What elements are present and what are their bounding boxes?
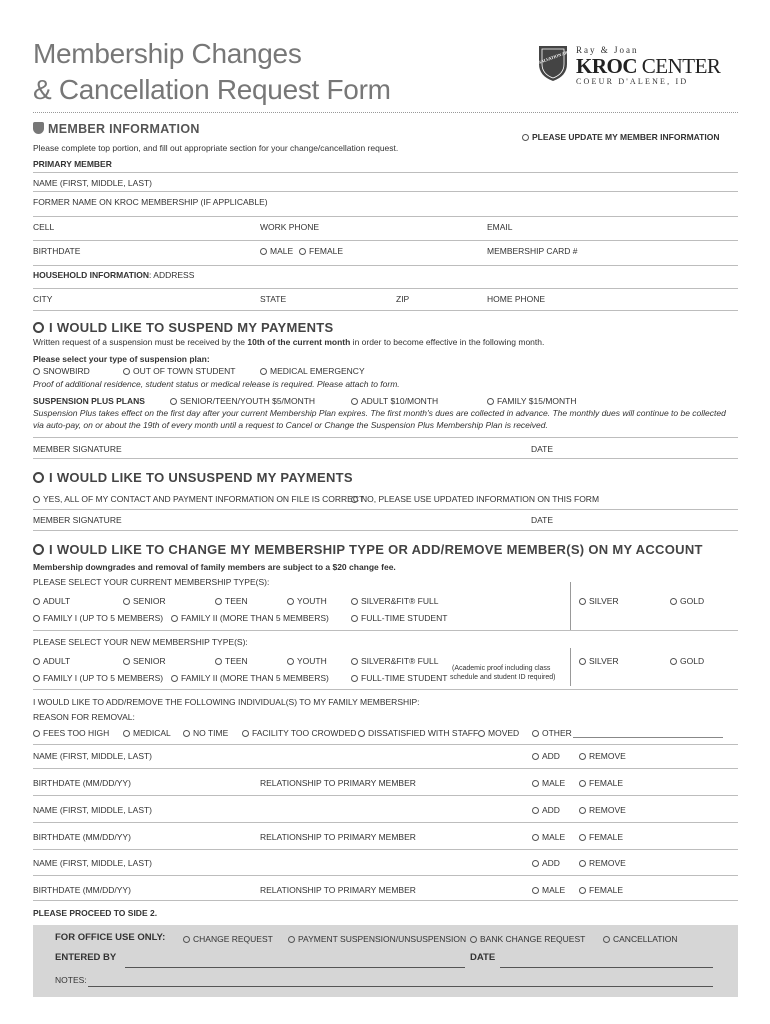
radio-circle-icon[interactable] (170, 398, 177, 405)
person1-name-label[interactable]: NAME (FIRST, MIDDLE, LAST) (33, 751, 153, 761)
reason-no-time-label: NO TIME (193, 728, 229, 738)
rule (33, 630, 738, 631)
reason-moved-option[interactable] (478, 728, 519, 738)
radio-circle-icon[interactable] (351, 398, 358, 405)
radio-circle-icon[interactable] (532, 730, 539, 737)
radio-circle-icon[interactable] (33, 615, 40, 622)
reason-other-label: OTHER (542, 728, 572, 738)
academic-note-2: schedule and student ID required) (450, 674, 556, 681)
person2-name-label[interactable]: NAME (FIRST, MIDDLE, LAST) (33, 805, 153, 815)
unsuspend-no-label: NO, PLEASE USE UPDATED INFORMATION ON THIS FORM (361, 494, 600, 504)
office-bank-option[interactable] (470, 934, 585, 944)
rule (33, 822, 738, 823)
current-family1-option[interactable] (33, 613, 163, 623)
new-family2-label: FAMILY II (MORE THAN 5 MEMBERS) (181, 673, 329, 683)
new-adult-label: ADULT (43, 656, 71, 666)
radio-circle-icon[interactable] (260, 248, 267, 255)
current-adult-label: ADULT (43, 596, 71, 606)
change-heading-text: I WOULD LIKE TO CHANGE MY MEMBERSHIP TYPE OR ADD/REMOVE MEMBER(S) ON MY ACCOUNT (49, 542, 703, 557)
person3-remove-label: REMOVE (589, 858, 626, 868)
current-senior-option[interactable] (123, 596, 166, 606)
rule (33, 689, 738, 690)
new-gold-label: GOLD (680, 656, 705, 666)
person1-male-option[interactable] (532, 778, 565, 788)
radio-circle-icon[interactable] (579, 753, 586, 760)
current-teen-option[interactable] (215, 596, 248, 606)
rule (33, 509, 738, 510)
current-silverfit-option[interactable] (351, 596, 438, 606)
radio-circle-icon[interactable] (579, 887, 586, 894)
radio-circle-icon[interactable] (171, 675, 178, 682)
radio-circle-icon[interactable] (532, 780, 539, 787)
radio-circle-icon[interactable] (351, 615, 358, 622)
new-gold-option[interactable] (670, 656, 704, 666)
new-senior-label: SENIOR (133, 656, 166, 666)
new-silver-label: SILVER (589, 656, 619, 666)
radio-circle-icon[interactable] (522, 134, 529, 141)
radio-circle-icon[interactable] (532, 887, 539, 894)
new-type-label: PLEASE SELECT YOUR NEW MEMBERSHIP TYPE(S): (33, 637, 248, 647)
rule (570, 648, 571, 686)
suspension-plus-note-2: via auto-pay, on or about the 19th of every month until a request to Cancel or Change the Suspension Plus Membership Plan is received. (33, 420, 548, 430)
snowbird-option[interactable] (33, 366, 90, 376)
person1-female-option[interactable] (579, 778, 623, 788)
member-instructions: Please complete top portion, and fill out appropriate section for your change/cancellation request. (33, 143, 399, 153)
new-family1-option[interactable] (33, 673, 163, 683)
reason-other-option[interactable] (532, 728, 572, 738)
radio-circle-icon[interactable] (532, 807, 539, 814)
radio-circle-icon[interactable] (579, 807, 586, 814)
office-date-label: DATE (470, 952, 496, 963)
radio-circle-icon[interactable] (33, 368, 40, 375)
new-family2-option[interactable] (171, 673, 329, 683)
zip-field-label[interactable]: ZIP (396, 294, 410, 304)
proceed-note: PLEASE PROCEED TO SIDE 2. (33, 908, 158, 918)
email-field-label[interactable]: EMAIL (487, 222, 513, 232)
adult-plan-option[interactable] (351, 396, 438, 406)
rule (33, 310, 738, 311)
change-fee-note: Membership downgrades and removal of family members are subject to a $20 change fee. (33, 562, 396, 572)
other-reason-input[interactable] (573, 737, 723, 738)
office-use-label: FOR OFFICE USE ONLY: (55, 932, 166, 943)
current-senior-label: SENIOR (133, 596, 166, 606)
proof-note: Proof of additional residence, student status or medical release is required. Please attach to form. (33, 379, 400, 389)
form-title (33, 36, 391, 108)
person3-birthdate-label[interactable]: BIRTHDATE (MM/DD/YY) (33, 885, 131, 895)
person1-birthdate-label[interactable]: BIRTHDATE (MM/DD/YY) (33, 778, 131, 788)
office-date-input[interactable] (500, 967, 713, 968)
new-teen-option[interactable] (215, 656, 248, 666)
reason-moved-label: MOVED (488, 728, 520, 738)
unsuspend-yes-label: YES, ALL OF MY CONTACT AND PAYMENT INFORMATION ON FILE IS CORRECT (43, 494, 365, 504)
state-field-label[interactable]: STATE (260, 294, 287, 304)
suspend-heading-text: I WOULD LIKE TO SUSPEND MY PAYMENTS (49, 320, 334, 335)
new-silverfit-option[interactable] (351, 656, 438, 666)
office-payment-label: PAYMENT SUSPENSION/UNSUSPENSION (298, 934, 467, 944)
rule (33, 875, 738, 876)
male-option[interactable] (260, 246, 293, 256)
current-gold-option[interactable] (670, 596, 704, 606)
household-label (33, 270, 194, 280)
new-senior-option[interactable] (123, 656, 166, 666)
new-teen-label: TEEN (225, 656, 248, 666)
new-adult-option[interactable] (33, 656, 70, 666)
written-note-part-b: 10th of the current month (247, 337, 351, 347)
person3-remove-option[interactable] (579, 858, 626, 868)
rule (33, 795, 738, 796)
suspension-select-label: Please select your type of suspension plan: (33, 354, 210, 364)
person2-male-label: MALE (542, 832, 566, 842)
written-note-part-a: Written request of a suspension must be received by the (33, 337, 248, 347)
suspend-written-note (33, 337, 544, 347)
out-of-town-student-option[interactable] (123, 366, 235, 376)
person2-add-option[interactable] (532, 805, 560, 815)
person1-add-option[interactable] (532, 751, 560, 761)
current-silverfit-label: SILVER&FIT® FULL (361, 596, 439, 606)
radio-circle-icon[interactable] (33, 675, 40, 682)
kroc-center-logo (528, 42, 736, 92)
radio-circle-icon[interactable] (123, 730, 130, 737)
radio-circle-icon[interactable] (358, 730, 365, 737)
radio-circle-icon[interactable] (579, 860, 586, 867)
radio-circle-icon[interactable] (183, 936, 190, 943)
person1-male-label: MALE (542, 778, 566, 788)
suspend-signature-field-label[interactable]: MEMBER SIGNATURE (33, 444, 122, 454)
member-info-heading (33, 122, 200, 136)
current-silver-label: SILVER (589, 596, 619, 606)
written-note-part-c: in order to become effective in the following month. (350, 337, 545, 347)
logo-center: CENTER (641, 54, 721, 78)
radio-circle-icon[interactable] (260, 368, 267, 375)
adult-plan-label: ADULT $10/MONTH (361, 396, 439, 406)
person3-female-option[interactable] (579, 885, 623, 895)
reason-medical-option[interactable] (123, 728, 171, 738)
new-silverfit-label: SILVER&FIT® FULL (361, 656, 439, 666)
female-label: FEMALE (309, 246, 344, 256)
rule (33, 437, 738, 438)
rule (33, 240, 738, 241)
rule (33, 191, 738, 192)
reason-label: REASON FOR REMOVAL: (33, 712, 135, 722)
rule (33, 900, 738, 901)
person3-relationship-label[interactable]: RELATIONSHIP TO PRIMARY MEMBER (260, 885, 416, 895)
person2-relationship-label[interactable]: RELATIONSHIP TO PRIMARY MEMBER (260, 832, 416, 842)
unsuspend-heading-text: I WOULD LIKE TO UNSUSPEND MY PAYMENTS (49, 470, 353, 485)
radio-circle-icon[interactable] (487, 398, 494, 405)
household-label-bold: HOUSEHOLD INFORMATION (33, 270, 150, 280)
radio-circle-icon[interactable] (33, 496, 40, 503)
person2-female-option[interactable] (579, 832, 623, 842)
radio-circle-icon[interactable] (287, 658, 294, 665)
radio-circle-icon[interactable] (579, 780, 586, 787)
rule (33, 530, 738, 531)
former-name-field-label[interactable]: FORMER NAME ON KROC MEMBERSHIP (IF APPLICABLE) (33, 197, 268, 207)
person2-remove-option[interactable] (579, 805, 626, 815)
rule (33, 768, 738, 769)
new-fulltime-label: FULL-TIME STUDENT (361, 673, 448, 683)
radio-circle-icon[interactable] (242, 730, 249, 737)
member-info-heading-text: MEMBER INFORMATION (48, 122, 200, 136)
radio-circle-icon[interactable] (478, 730, 485, 737)
new-fulltime-option[interactable] (351, 673, 447, 683)
entered-by-input[interactable] (125, 967, 465, 968)
radio-circle-icon[interactable] (579, 834, 586, 841)
current-silver-option[interactable] (579, 596, 619, 606)
radio-circle-icon[interactable] (579, 598, 586, 605)
title-line-1: Membership Changes (33, 38, 302, 69)
radio-circle-icon[interactable] (532, 860, 539, 867)
medical-emergency-option[interactable] (260, 366, 365, 376)
add-remove-label: I WOULD LIKE TO ADD/REMOVE THE FOLLOWING INDIVIDUAL(S) TO MY FAMILY MEMBERSHIP: (33, 697, 420, 707)
person3-male-option[interactable] (532, 885, 565, 895)
city-field-label[interactable]: CITY (33, 294, 53, 304)
female-option[interactable] (299, 246, 343, 256)
rule (33, 288, 738, 289)
membership-card-field-label[interactable]: MEMBERSHIP CARD # (487, 246, 578, 256)
current-teen-label: TEEN (225, 596, 248, 606)
senior-plan-option[interactable] (170, 396, 315, 406)
unsuspend-heading[interactable] (33, 470, 353, 485)
family-plan-option[interactable] (487, 396, 577, 406)
office-change-request-option[interactable] (183, 934, 273, 944)
current-type-label: PLEASE SELECT YOUR CURRENT MEMBERSHIP TYPE(S): (33, 577, 270, 587)
notes-input[interactable] (88, 986, 713, 987)
suspend-heading[interactable] (33, 320, 334, 335)
reason-dissatisfied-option[interactable] (358, 728, 478, 738)
radio-circle-icon[interactable] (33, 544, 44, 555)
person3-male-label: MALE (542, 885, 566, 895)
out-of-town-label: OUT OF TOWN STUDENT (133, 366, 236, 376)
logo-kroc: KROC (576, 54, 637, 78)
suspension-plus-label: SUSPENSION PLUS PLANS (33, 396, 145, 406)
radio-circle-icon[interactable] (33, 472, 44, 483)
notes-label: NOTES: (55, 975, 87, 985)
current-youth-label: YOUTH (297, 596, 327, 606)
salvation-army-shield-icon (528, 44, 575, 82)
medical-emergency-label: MEDICAL EMERGENCY (270, 366, 365, 376)
academic-note-1: (Academic proof including class (452, 665, 551, 672)
suspension-plus-note-1: Suspension Plus takes effect on the first day after your current Membership Plan expires. The first month's dues are collected in advance. The monthly dues will continue to be collected (33, 408, 726, 418)
person3-name-label[interactable]: NAME (FIRST, MIDDLE, LAST) (33, 858, 153, 868)
update-info-option[interactable] (522, 132, 719, 142)
person2-remove-label: REMOVE (589, 805, 626, 815)
unsuspend-date-field-label[interactable]: DATE (531, 515, 554, 525)
shield-icon (33, 122, 44, 134)
logo-big-text (576, 54, 720, 79)
radio-circle-icon[interactable] (288, 936, 295, 943)
logo-small-text: Ray & Joan (576, 45, 639, 55)
entered-by-label: ENTERED BY (55, 952, 117, 963)
new-youth-label: YOUTH (297, 656, 327, 666)
radio-circle-icon[interactable] (351, 658, 358, 665)
current-adult-option[interactable] (33, 596, 70, 606)
radio-circle-icon[interactable] (532, 753, 539, 760)
radio-circle-icon[interactable] (123, 598, 130, 605)
radio-circle-icon[interactable] (33, 730, 40, 737)
office-cancellation-label: CANCELLATION (613, 934, 678, 944)
current-fulltime-label: FULL-TIME STUDENT (361, 613, 448, 623)
person1-female-label: FEMALE (589, 778, 624, 788)
person1-remove-option[interactable] (579, 751, 626, 761)
household-label-rest: : ADDRESS (149, 270, 195, 280)
current-family2-option[interactable] (171, 613, 329, 623)
radio-circle-icon[interactable] (33, 598, 40, 605)
home-phone-field-label[interactable]: HOME PHONE (487, 294, 546, 304)
person2-male-option[interactable] (532, 832, 565, 842)
unsuspend-yes-option[interactable] (33, 494, 364, 504)
cell-field-label[interactable]: CELL (33, 222, 55, 232)
birthdate-field-label[interactable]: BIRTHDATE (33, 246, 81, 256)
radio-circle-icon[interactable] (579, 658, 586, 665)
rule (33, 458, 738, 459)
reason-crowded-option[interactable] (242, 728, 356, 738)
title-line-2: & Cancellation Request Form (33, 74, 391, 105)
rule (33, 172, 738, 173)
radio-circle-icon[interactable] (351, 496, 358, 503)
current-family2-label: FAMILY II (MORE THAN 5 MEMBERS) (181, 613, 329, 623)
radio-circle-icon[interactable] (215, 598, 222, 605)
radio-circle-icon[interactable] (183, 730, 190, 737)
reason-crowded-label: FACILITY TOO CROWDED (252, 728, 357, 738)
rule (33, 265, 738, 266)
primary-member-label: PRIMARY MEMBER (33, 159, 112, 169)
radio-circle-icon[interactable] (351, 598, 358, 605)
person2-add-label: ADD (542, 805, 560, 815)
radio-circle-icon[interactable] (287, 598, 294, 605)
unsuspend-no-option[interactable] (351, 494, 599, 504)
new-silver-option[interactable] (579, 656, 619, 666)
rule (570, 582, 571, 630)
office-payment-option[interactable] (288, 934, 466, 944)
current-family1-label: FAMILY I (UP TO 5 MEMBERS) (43, 613, 164, 623)
radio-circle-icon[interactable] (470, 936, 477, 943)
radio-circle-icon[interactable] (33, 658, 40, 665)
rule (33, 849, 738, 850)
person2-female-label: FEMALE (589, 832, 624, 842)
radio-circle-icon[interactable] (603, 936, 610, 943)
senior-plan-label: SENIOR/TEEN/YOUTH $5/MONTH (180, 396, 316, 406)
radio-circle-icon[interactable] (123, 658, 130, 665)
radio-circle-icon[interactable] (299, 248, 306, 255)
reason-no-time-option[interactable] (183, 728, 228, 738)
change-membership-heading[interactable] (33, 542, 703, 557)
logo-location: COEUR D'ALENE, ID (576, 77, 689, 86)
family-plan-label: FAMILY $15/MONTH (497, 396, 577, 406)
reason-medical-label: MEDICAL (133, 728, 171, 738)
radio-circle-icon[interactable] (123, 368, 130, 375)
radio-circle-icon[interactable] (33, 322, 44, 333)
reason-dissatisfied-label: DISSATISFIED WITH STAFF (368, 728, 479, 738)
radio-circle-icon[interactable] (351, 675, 358, 682)
new-youth-option[interactable] (287, 656, 327, 666)
person1-relationship-label[interactable]: RELATIONSHIP TO PRIMARY MEMBER (260, 778, 416, 788)
logo-shield-text: THE SALVATION ARMY (528, 47, 575, 69)
suspend-date-field-label[interactable]: DATE (531, 444, 554, 454)
rule (33, 216, 738, 217)
new-family1-label: FAMILY I (UP TO 5 MEMBERS) (43, 673, 164, 683)
update-info-label: PLEASE UPDATE MY MEMBER INFORMATION (532, 132, 720, 142)
snowbird-label: SNOWBIRD (43, 366, 90, 376)
office-cancellation-option[interactable] (603, 934, 678, 944)
person3-add-option[interactable] (532, 858, 560, 868)
person2-birthdate-label[interactable]: BIRTHDATE (MM/DD/YY) (33, 832, 131, 842)
person3-add-label: ADD (542, 858, 560, 868)
male-label: MALE (270, 246, 294, 256)
rule (33, 744, 738, 745)
office-change-request-label: CHANGE REQUEST (193, 934, 273, 944)
reason-fees-option[interactable] (33, 728, 109, 738)
office-bank-label: BANK CHANGE REQUEST (480, 934, 586, 944)
person1-remove-label: REMOVE (589, 751, 626, 761)
radio-circle-icon[interactable] (670, 598, 677, 605)
radio-circle-icon[interactable] (215, 658, 222, 665)
current-fulltime-option[interactable] (351, 613, 447, 623)
person1-add-label: ADD (542, 751, 560, 761)
person3-female-label: FEMALE (589, 885, 624, 895)
current-youth-option[interactable] (287, 596, 327, 606)
radio-circle-icon[interactable] (670, 658, 677, 665)
unsuspend-signature-field-label[interactable]: MEMBER SIGNATURE (33, 515, 122, 525)
radio-circle-icon[interactable] (171, 615, 178, 622)
name-field-label[interactable]: NAME (FIRST, MIDDLE, LAST) (33, 178, 153, 188)
reason-fees-label: FEES TOO HIGH (43, 728, 110, 738)
radio-circle-icon[interactable] (532, 834, 539, 841)
header-divider (33, 112, 738, 113)
work-phone-field-label[interactable]: WORK PHONE (260, 222, 320, 232)
current-gold-label: GOLD (680, 596, 705, 606)
